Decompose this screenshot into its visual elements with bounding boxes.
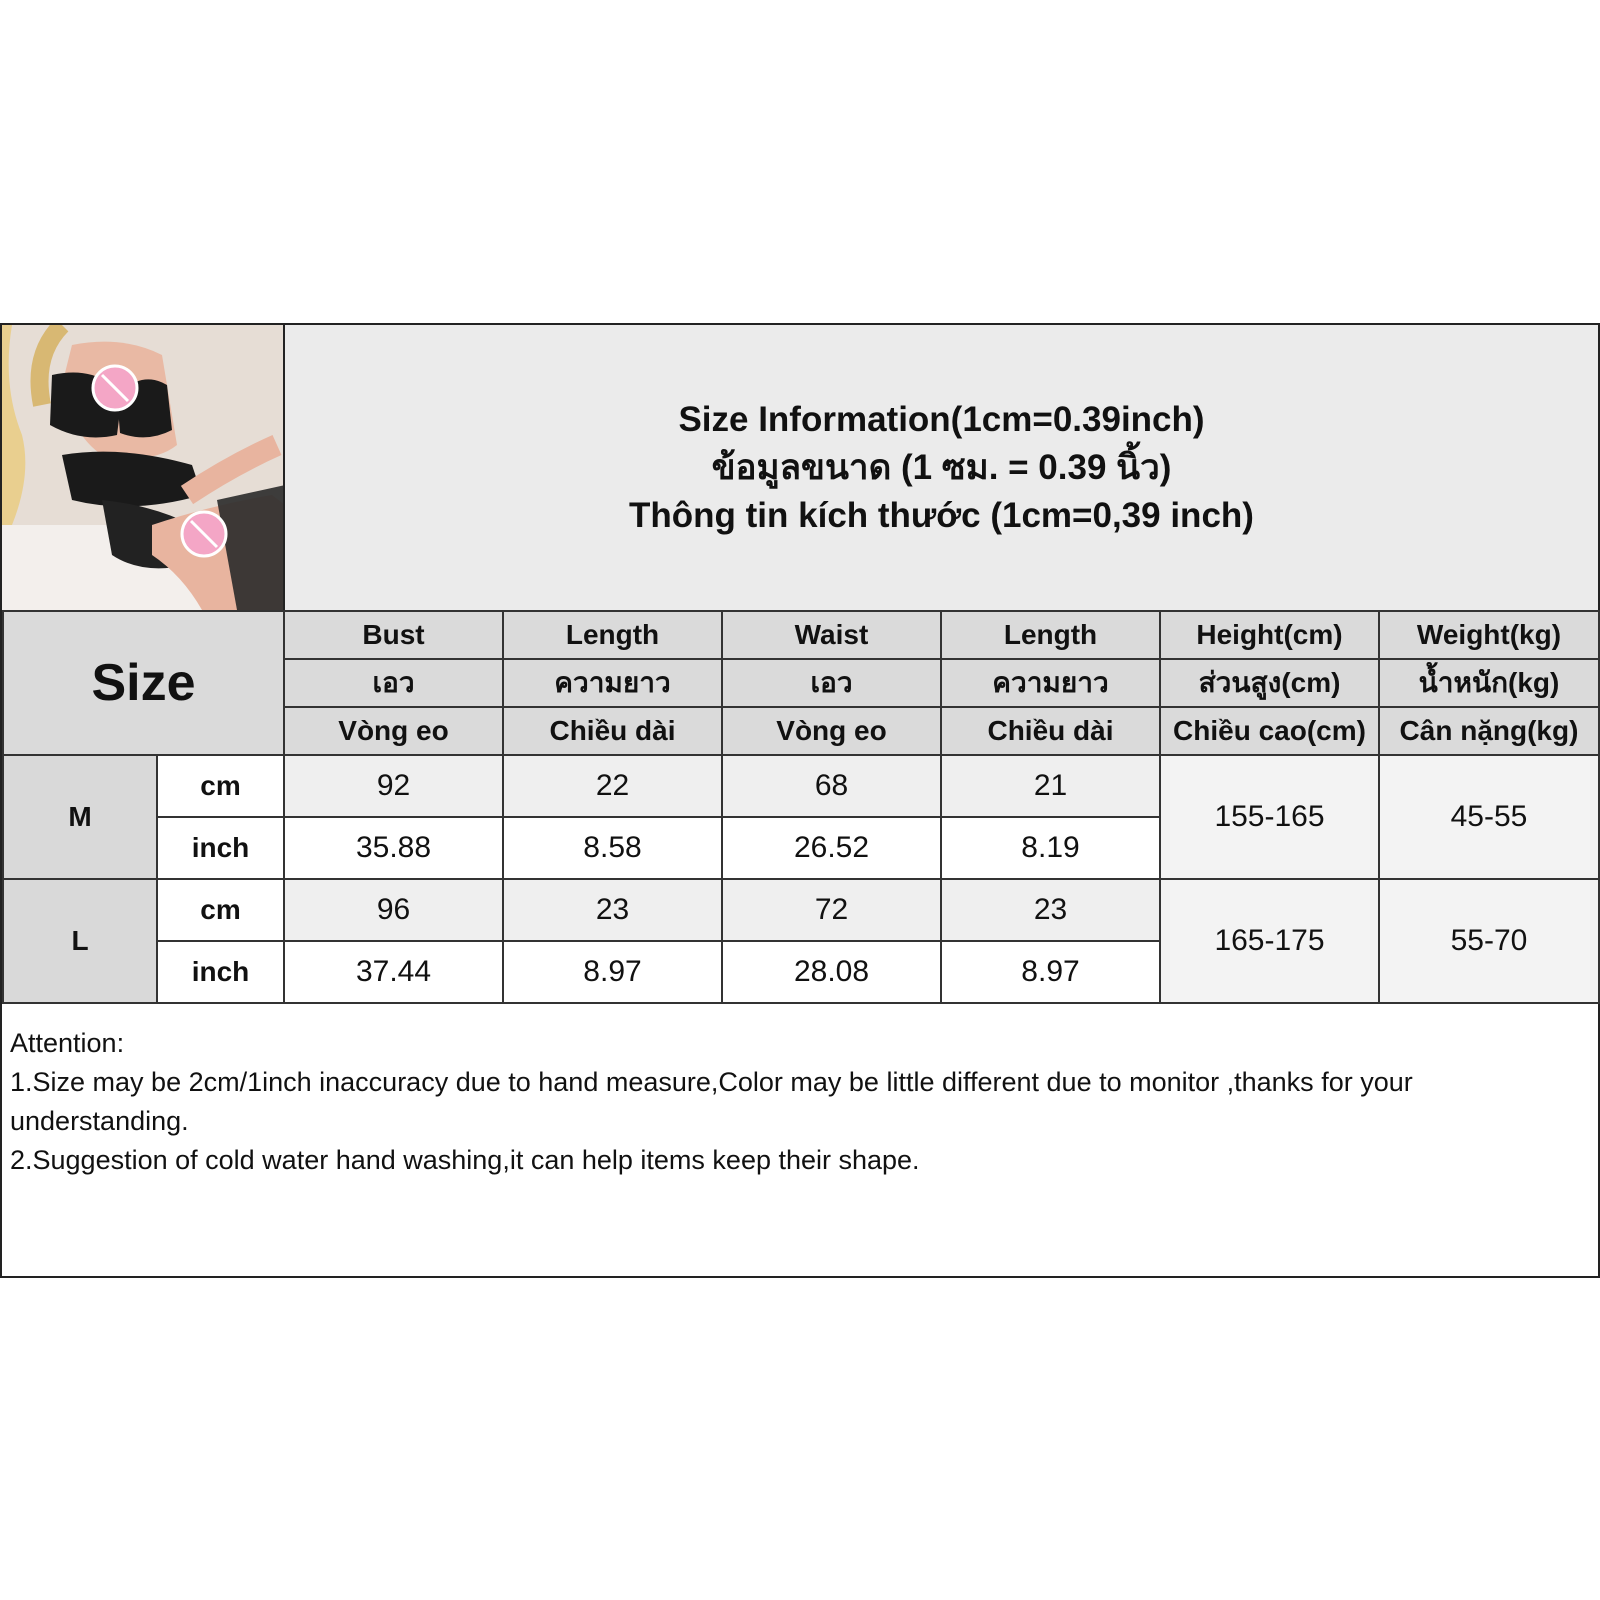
value-cell: 28.08 [722, 941, 941, 1003]
value-cell: 8.58 [503, 817, 722, 879]
value-cell: 8.97 [941, 941, 1160, 1003]
size-l-label: L [3, 879, 157, 1003]
weight-range: 55-70 [1379, 879, 1599, 1003]
attention-notes [2, 1020, 1598, 1276]
value-cell: 26.52 [722, 817, 941, 879]
size-m-label: M [3, 755, 157, 879]
value-cell: 22 [503, 755, 722, 817]
height-range: 165-175 [1160, 879, 1379, 1003]
value-cell: 35.88 [284, 817, 503, 879]
col-header-vi: Vòng eo [284, 707, 503, 755]
unit-cm: cm [157, 879, 284, 941]
col-header-en: Length [503, 611, 722, 659]
col-header-th: ความยาว [503, 659, 722, 707]
col-header-th: น้ำหนัก(kg) [1379, 659, 1599, 707]
col-header-th: เอว [722, 659, 941, 707]
value-cell: 92 [284, 755, 503, 817]
title-en: Size Information(1cm=0.39inch) [678, 399, 1205, 439]
col-header-en: Waist [722, 611, 941, 659]
size-header: Size [3, 611, 284, 755]
unit-inch: inch [157, 941, 284, 1003]
value-cell: 8.19 [941, 817, 1160, 879]
table-row [3, 879, 1599, 941]
col-header-th: เอว [284, 659, 503, 707]
col-header-en: Bust [284, 611, 503, 659]
col-header-en: Height(cm) [1160, 611, 1379, 659]
product-photo [2, 325, 285, 610]
col-header-en: Length [941, 611, 1160, 659]
value-cell: 72 [722, 879, 941, 941]
height-range: 155-165 [1160, 755, 1379, 879]
col-header-vi: Chiều cao(cm) [1160, 707, 1379, 755]
size-chart [0, 323, 1600, 1278]
table-row [3, 755, 1599, 817]
unit-inch: inch [157, 817, 284, 879]
value-cell: 37.44 [284, 941, 503, 1003]
title-th: ข้อมูลขนาด (1 ซม. = 0.39 นิ้ว) [711, 447, 1172, 487]
value-cell: 68 [722, 755, 941, 817]
col-header-vi: Vòng eo [722, 707, 941, 755]
value-cell: 23 [503, 879, 722, 941]
value-cell: 96 [284, 879, 503, 941]
col-header-vi: Cân nặng(kg) [1379, 707, 1599, 755]
value-cell: 8.97 [503, 941, 722, 1003]
weight-range: 45-55 [1379, 755, 1599, 879]
value-cell: 23 [941, 879, 1160, 941]
product-photo-illustration [2, 325, 285, 610]
size-table [2, 610, 1600, 1004]
attention-heading: Attention: [10, 1028, 125, 1058]
header-row-en [3, 611, 1599, 659]
value-cell: 21 [941, 755, 1160, 817]
note-item: 2.Suggestion of cold water hand washing,it can help items keep their shape. [10, 1145, 920, 1175]
col-header-vi: Chiều dài [941, 707, 1160, 755]
col-header-vi: Chiều dài [503, 707, 722, 755]
size-information-header [285, 325, 1598, 610]
col-header-en: Weight(kg) [1379, 611, 1599, 659]
unit-cm: cm [157, 755, 284, 817]
col-header-th: ส่วนสูง(cm) [1160, 659, 1379, 707]
note-item: 1.Size may be 2cm/1inch inaccuracy due to hand measure,Color may be little different due to monitor ,thanks for your understanding. [10, 1067, 1413, 1136]
title-vi: Thông tin kích thước (1cm=0,39 inch) [629, 495, 1254, 535]
col-header-th: ความยาว [941, 659, 1160, 707]
